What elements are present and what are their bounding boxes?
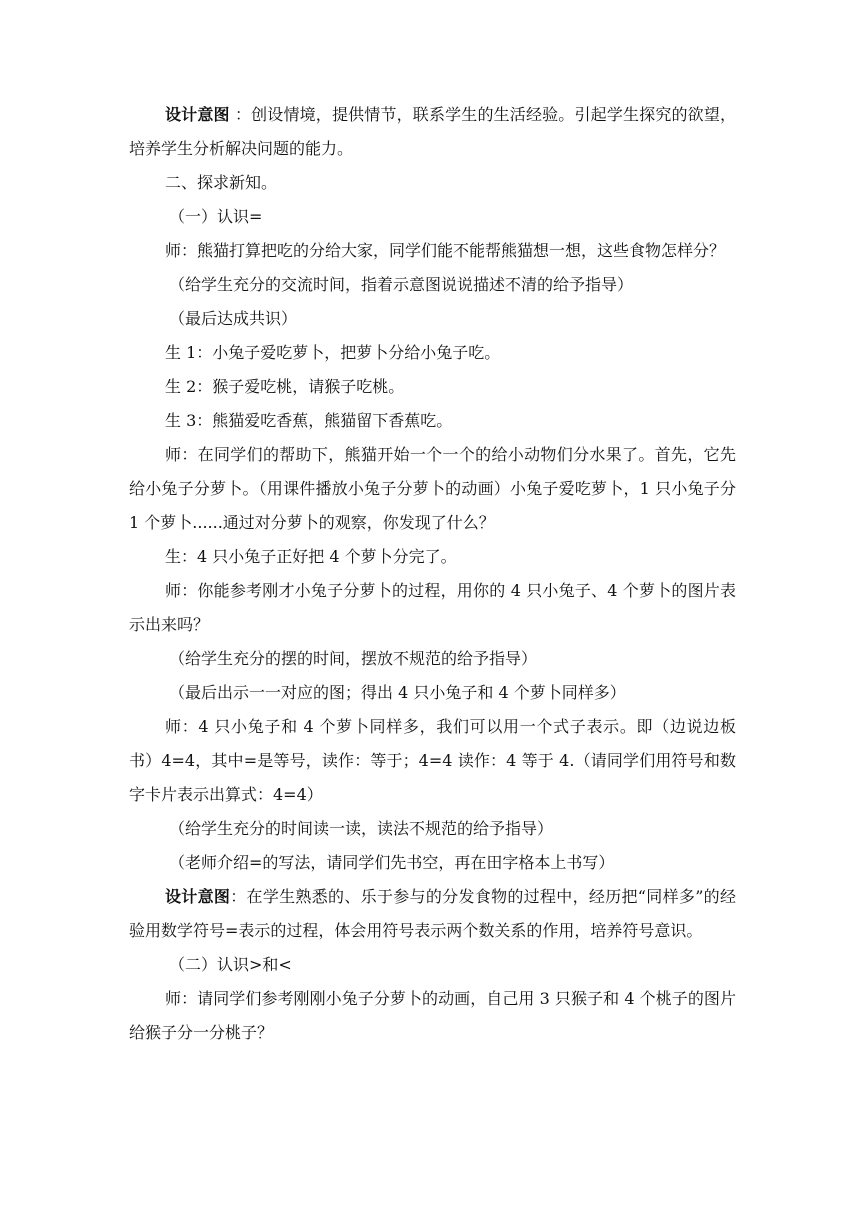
student-paragraph: 生：4 只小兔子正好把 4 个萝卜分完了。 — [165, 547, 457, 566]
subsection-heading: （二）认识>和< — [169, 955, 292, 974]
teacher-paragraph: 师：你能参考刚才小兔子分萝卜的过程，用你的 4 只小兔子、4 个萝卜的图片表示出来吗？ — [129, 581, 736, 634]
design-intent-label: 设计意图 — [165, 105, 230, 124]
design-intent-label: 设计意图 — [165, 887, 231, 906]
section-heading: 二、探求新知。 — [165, 173, 278, 192]
note-paragraph: （最后达成共识） — [169, 309, 298, 328]
note-paragraph: （给学生充分的交流时间，指着示意图说说描述不清的给予指导） — [169, 275, 634, 294]
student-paragraph: 生 3：熊猫爱吃香蕉，熊猫留下香蕉吃。 — [165, 411, 453, 430]
student-paragraph: 生 1：小兔子爱吃萝卜，把萝卜分给小兔子吃。 — [165, 343, 501, 362]
design-intent-text: ：创设情境，提供情节，联系学生的生活经验。引起学生探究的欲望，培养学生分析解决问题的能力。 — [129, 105, 736, 158]
note-paragraph: （给学生充分的摆的时间，摆放不规范的给予指导） — [169, 649, 538, 668]
student-paragraph: 生 2：猴子爱吃桃，请猴子吃桃。 — [165, 377, 405, 396]
teacher-paragraph: 师：请同学们参考刚刚小兔子分萝卜的动画，自己用 3 只猴子和 4 个桃子的图片给猴子分一分桃子？ — [129, 989, 736, 1042]
note-paragraph: （给学生充分的时间读一读，读法不规范的给予指导） — [169, 819, 554, 838]
note-paragraph: （老师介绍=的写法，请同学们先书空，再在田字格本上书写） — [169, 853, 615, 872]
design-intent-paragraph — [129, 98, 736, 166]
note-paragraph: （最后出示一一对应的图；得出 4 只小兔子和 4 个萝卜同样多） — [169, 683, 626, 702]
document-body — [129, 98, 736, 1050]
teacher-paragraph: 师：在同学们的帮助下，熊猫开始一个一个的给小动物们分水果了。首先，它先给小兔子分萝卜。（用课件播放小兔子分萝卜的动画）小兔子爱吃萝卜，1 只小兔子分 1 个萝卜......通过对分萝卜的观察，你发现了什么？ — [129, 445, 736, 532]
design-intent-paragraph — [129, 880, 736, 948]
design-intent-text: ：在学生熟悉的、乐于参与的分发食物的过程中，经历把“同样多”的经验用数学符号=表示的过程，体会用符号表示两个数关系的作用，培养符号意识。 — [129, 887, 736, 940]
subsection-heading: （一）认识= — [169, 207, 263, 226]
teacher-paragraph: 师：4 只小兔子和 4 个萝卜同样多，我们可以用一个式子表示。即（边说边板书）4=4，其中=是等号，读作：等于；4=4 读作：4 等于 4.（请同学们用符号和数字卡片表示出算式：4=4） — [129, 717, 736, 804]
teacher-paragraph: 师：熊猫打算把吃的分给大家，同学们能不能帮熊猫想一想，这些食物怎样分？ — [165, 241, 726, 260]
